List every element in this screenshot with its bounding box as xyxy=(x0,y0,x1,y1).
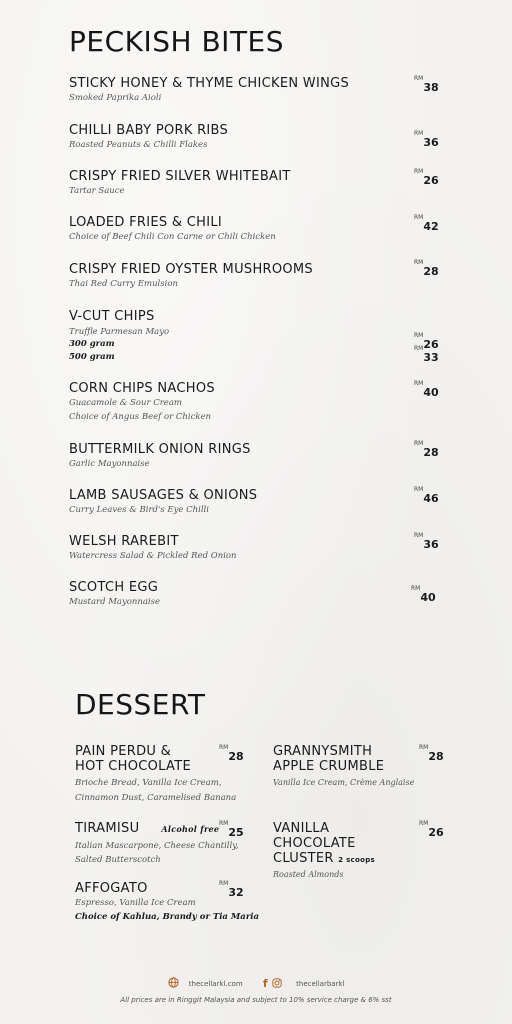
menu-item xyxy=(69,169,291,198)
currency-label: RM xyxy=(414,486,424,493)
menu-item xyxy=(75,744,236,806)
item-price xyxy=(414,131,439,150)
price-value: 28 xyxy=(423,446,439,459)
currency-label: RM xyxy=(411,585,421,592)
item-desc: Tartar Sauce xyxy=(69,186,125,196)
currency-label: RM xyxy=(414,332,424,339)
menu-item xyxy=(69,488,257,517)
item-desc: Cinnamon Dust, Caramelised Banana xyxy=(75,793,237,803)
currency-label: RM xyxy=(219,820,229,827)
disclaimer: All prices are in Ringgit Malaysia and subject to 10% service charge & 6% sst xyxy=(120,996,392,1004)
item-name-text: TIRAMISU xyxy=(75,821,140,836)
menu-item xyxy=(69,262,313,291)
item-desc: Watercress Salad & Pickled Red Onion xyxy=(69,551,237,561)
price-value: 33 xyxy=(423,351,439,364)
item-name: SCOTCH EGG xyxy=(69,580,159,595)
section-title-dessert: DESSERT xyxy=(75,688,206,721)
currency-label: RM xyxy=(414,440,424,447)
item-desc: Roasted Peanuts & Chilli Flakes xyxy=(69,140,208,150)
instagram-icon[interactable] xyxy=(272,978,282,990)
item-desc: Mustard Mayonnaise xyxy=(69,597,161,607)
price-value: 28 xyxy=(423,265,439,278)
currency-label: RM xyxy=(414,168,424,175)
item-name: HOT CHOCOLATE xyxy=(75,759,191,774)
price-value: 25 xyxy=(228,826,244,839)
price-value: 26 xyxy=(428,826,444,839)
currency-label: RM xyxy=(414,532,424,539)
currency-label: RM xyxy=(414,214,424,221)
price-value: 36 xyxy=(423,538,439,551)
item-name: CRISPY FRIED SILVER WHITEBAIT xyxy=(69,169,291,184)
item-price xyxy=(414,169,439,188)
item-name: STICKY HONEY & THYME CHICKEN WINGS xyxy=(69,76,350,91)
item-desc: Curry Leaves & Bird's Eye Chilli xyxy=(69,505,209,515)
item-desc: Italian Mascarpone, Cheese Chantilly, xyxy=(75,841,239,851)
menu-item xyxy=(69,442,251,471)
scoops-note: 2 scoops xyxy=(338,856,375,864)
item-price xyxy=(414,215,439,234)
item-desc: Choice of Angus Beef or Chicken xyxy=(69,412,212,422)
item-name: AFFOGATO xyxy=(75,881,148,896)
item-desc: Garlic Mayonnaise xyxy=(69,459,150,469)
item-desc: Salted Butterscotch xyxy=(75,855,161,865)
item-name: CHOCOLATE xyxy=(273,836,356,851)
item-name: APPLE CRUMBLE xyxy=(273,759,385,774)
price-value: 28 xyxy=(228,750,244,763)
footer-links xyxy=(0,977,512,990)
currency-label: RM xyxy=(414,345,424,352)
menu-item xyxy=(69,580,160,609)
facebook-icon[interactable]: f xyxy=(262,977,268,990)
item-name: WELSH RAREBIT xyxy=(69,534,179,549)
alcohol-free-note: Alcohol free xyxy=(161,824,220,834)
currency-label: RM xyxy=(414,130,424,137)
item-desc: Vanilla Ice Cream, Crème Anglaise xyxy=(273,778,415,787)
item-name: LAMB SAUSAGES & ONIONS xyxy=(69,488,258,503)
item-price xyxy=(414,487,439,506)
size-option: 300 gram xyxy=(69,339,115,349)
item-desc: Brioche Bread, Vanilla Ice Cream, xyxy=(75,778,222,788)
currency-label: RM xyxy=(414,259,424,266)
price-value: 28 xyxy=(428,750,444,763)
currency-label: RM xyxy=(414,75,424,82)
item-desc: Truffle Parmesan Mayo xyxy=(69,327,170,337)
item-desc: Espresso, Vanilla Ice Cream xyxy=(75,898,196,908)
item-name-text: CLUSTER xyxy=(273,851,334,866)
price-value: 46 xyxy=(423,492,439,505)
price-value: 38 xyxy=(423,81,439,94)
item-price xyxy=(219,881,244,900)
menu-item xyxy=(69,534,237,563)
item-name xyxy=(75,821,239,837)
item-price xyxy=(419,821,444,840)
menu-item xyxy=(273,744,414,790)
website-link[interactable]: thecellarkl.com xyxy=(188,979,243,988)
menu-item xyxy=(273,821,375,882)
price-value: 40 xyxy=(423,386,439,399)
menu-item xyxy=(75,821,239,867)
item-price xyxy=(219,745,244,764)
item-price xyxy=(414,381,439,400)
item-price xyxy=(414,76,439,95)
menu-item xyxy=(69,215,276,244)
price-value: 36 xyxy=(423,136,439,149)
item-price xyxy=(414,260,439,279)
item-desc: Guacamole & Sour Cream xyxy=(69,398,182,408)
item-desc: Thai Red Curry Emulsion xyxy=(69,279,178,289)
menu-item xyxy=(69,309,169,364)
menu-item xyxy=(69,381,215,424)
currency-label: RM xyxy=(414,380,424,387)
item-price xyxy=(411,586,436,605)
item-price xyxy=(414,533,439,552)
item-price xyxy=(414,346,439,365)
price-value: 26 xyxy=(423,338,439,351)
item-name: BUTTERMILK ONION RINGS xyxy=(69,442,251,457)
item-name: CHILLI BABY PORK RIBS xyxy=(69,123,229,138)
item-price xyxy=(414,441,439,460)
item-name: CRISPY FRIED OYSTER MUSHROOMS xyxy=(69,262,313,277)
section-title-peckish: PECKISH BITES xyxy=(69,25,285,58)
currency-label: RM xyxy=(219,880,229,887)
currency-label: RM xyxy=(419,744,429,751)
menu-item xyxy=(69,76,349,105)
price-value: 42 xyxy=(423,220,439,233)
size-option: 500 gram xyxy=(69,352,115,362)
item-name: CORN CHIPS NACHOS xyxy=(69,381,215,396)
item-price xyxy=(219,821,244,840)
menu-item xyxy=(69,123,228,152)
item-desc: Choice of Beef Chili Con Carne or Chili Chicken xyxy=(69,232,276,242)
price-value: 26 xyxy=(423,174,439,187)
item-desc: Smoked Paprika Aioli xyxy=(69,93,162,103)
social-handle[interactable]: thecellarbarkl xyxy=(296,979,345,988)
globe-icon xyxy=(168,977,179,990)
item-name: LOADED FRIES & CHILI xyxy=(69,215,223,230)
price-value: 32 xyxy=(228,886,244,899)
item-price xyxy=(419,745,444,764)
item-desc: Roasted Almonds xyxy=(273,870,344,879)
item-name xyxy=(273,851,375,866)
currency-label: RM xyxy=(219,744,229,751)
item-name: V-CUT CHIPS xyxy=(69,309,155,324)
price-value: 40 xyxy=(420,591,436,604)
currency-label: RM xyxy=(419,820,429,827)
choice-note: Choice of Kahlua, Brandy or Tia Maria xyxy=(75,912,260,922)
item-name: VANILLA xyxy=(273,821,330,836)
item-name: GRANNYSMITH xyxy=(273,744,373,759)
item-name: PAIN PERDU & xyxy=(75,744,172,759)
